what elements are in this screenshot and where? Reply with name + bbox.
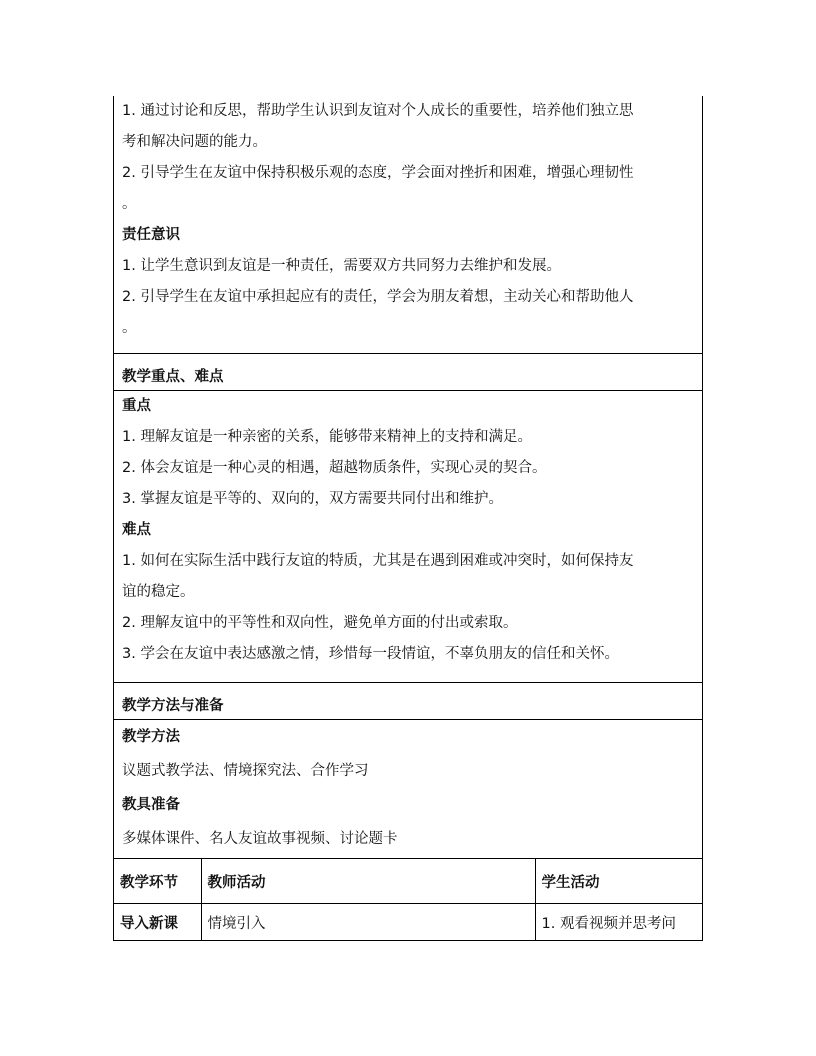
goal-line: 考和解决问题的能力。 (122, 134, 267, 150)
process-table (114, 858, 702, 940)
methods-header-row (114, 683, 702, 720)
header-student: 学生活动 (535, 859, 702, 904)
goals-section (114, 96, 702, 354)
difficulty-line: 3. 学会在友谊中表达感激之情，珍惜每一段情谊，不辜负朋友的信任和关怀。 (122, 646, 619, 662)
stage-cell: 导入新课 (114, 904, 201, 940)
methods-section (114, 722, 702, 858)
difficulty-line: 谊的稳定。 (122, 584, 195, 600)
difficulty-heading: 难点 (122, 522, 151, 538)
keypoints-section (114, 391, 702, 683)
method-text: 议题式教学法、情境探究法、合作学习 (122, 763, 369, 779)
method-heading: 教学方法 (122, 729, 180, 745)
responsibility-line: 2. 引导学生在友谊中承担起应有的责任，学会为朋友着想，主动关心和帮助他人 (122, 289, 634, 305)
table-row (114, 904, 702, 940)
goal-line: 2. 引导学生在友谊中保持积极乐观的态度，学会面对挫折和困难，增强心理韧性 (122, 165, 634, 181)
focus-line: 1. 理解友谊是一种亲密的关系，能够带来精神上的支持和满足。 (122, 429, 532, 445)
responsibility-line: 1. 让学生意识到友谊是一种责任，需要双方共同努力去维护和发展。 (122, 258, 561, 274)
header-stage: 教学环节 (114, 859, 201, 904)
process-header-row (114, 859, 702, 904)
responsibility-heading: 责任意识 (122, 227, 180, 243)
tools-text: 多媒体课件、名人友谊故事视频、讨论题卡 (122, 831, 398, 847)
focus-line: 2. 体会友谊是一种心灵的相遇，超越物质条件，实现心灵的契合。 (122, 460, 547, 476)
student-cell: 1. 观看视频并思考问 (535, 904, 702, 940)
header-teacher: 教师活动 (201, 859, 535, 904)
focus-heading: 重点 (122, 398, 151, 414)
responsibility-line: 。 (122, 320, 137, 336)
goal-line: 。 (122, 196, 137, 212)
focus-line: 3. 掌握友谊是平等的、双向的，双方需要共同付出和维护。 (122, 491, 503, 507)
keypoints-header: 教学重点、难点 (122, 369, 224, 385)
teacher-cell: 情境引入 (201, 904, 535, 940)
methods-header: 教学方法与准备 (122, 698, 224, 714)
difficulty-line: 1. 如何在实际生活中践行友谊的特质，尤其是在遇到困难或冲突时，如何保持友 (122, 553, 634, 569)
lesson-plan-table (113, 96, 703, 941)
tools-heading: 教具准备 (122, 797, 180, 813)
keypoints-header-row (114, 354, 702, 391)
goal-line: 1. 通过讨论和反思，帮助学生认识到友谊对个人成长的重要性，培养他们独立思 (122, 103, 634, 119)
difficulty-line: 2. 理解友谊中的平等性和双向性，避免单方面的付出或索取。 (122, 615, 518, 631)
